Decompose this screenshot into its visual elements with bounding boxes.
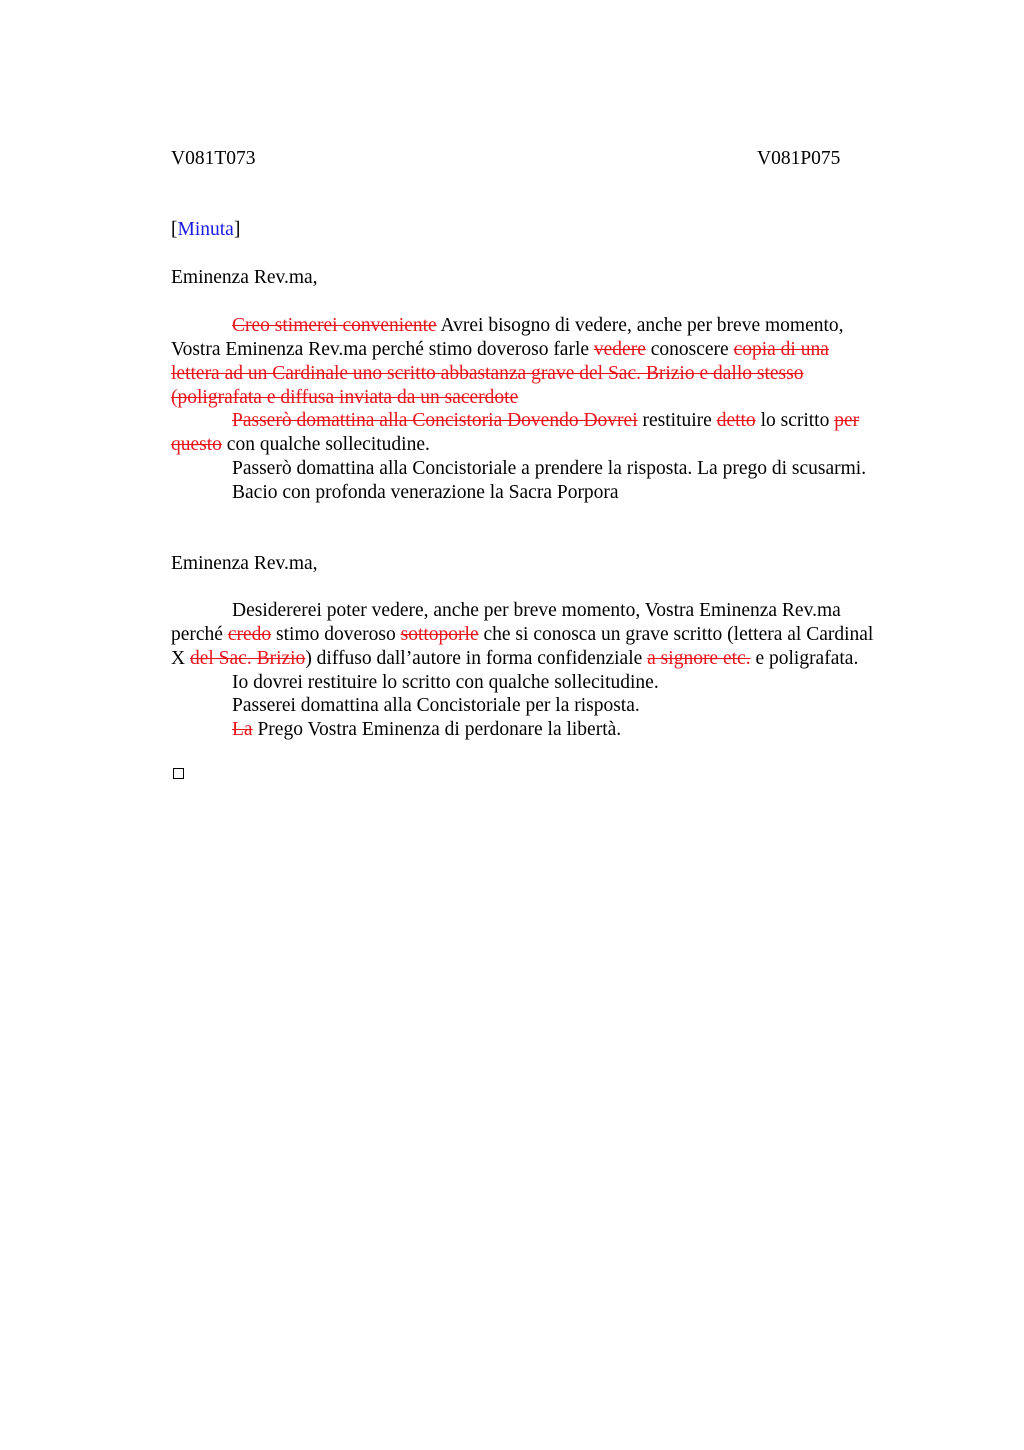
- deleted-text: a signore etc.: [647, 648, 751, 669]
- deleted-text: Passerò domattina alla Concistoria Dovendo Dovrei: [232, 410, 638, 431]
- deleted-text: sottoporle: [400, 624, 479, 645]
- salutation-draft-2: Eminenza Rev.ma,: [171, 553, 318, 574]
- draft1-line-4: [171, 386, 518, 410]
- draft1-line-6: [171, 433, 430, 457]
- line-text: restituire: [637, 410, 717, 431]
- deleted-text: questo: [171, 434, 222, 455]
- line-text: stimo doveroso: [271, 624, 401, 645]
- draft2-line-3: [171, 647, 858, 671]
- deleted-text: vedere: [593, 339, 646, 360]
- bracket-close: ]: [233, 219, 241, 240]
- draft1-line-7: Passerò domattina alla Concistoriale a prendere la risposta. La prego di scusarmi.: [232, 458, 867, 479]
- deleted-text: del Sac. Brizio: [189, 648, 306, 669]
- minuta-label: [171, 218, 240, 242]
- minuta-text: Minuta: [177, 219, 234, 240]
- draft1-line-5: [232, 409, 859, 433]
- draft1-line-2: [171, 338, 829, 362]
- line-text: con qualche sollecitudine.: [221, 434, 430, 455]
- line-text: Prego Vostra Eminenza di perdonare la libertà.: [252, 719, 622, 740]
- draft2-line-1: Desidererei poter vedere, anche per breve momento, Vostra Eminenza Rev.ma: [232, 600, 841, 621]
- line-text: ) diffuso dall’autore in forma confidenziale: [305, 648, 648, 669]
- deleted-text: Creo stimerei conveniente: [232, 315, 437, 336]
- line-text: X: [171, 648, 190, 669]
- line-text: che si conosca un grave scritto (lettera al Cardinal: [478, 624, 874, 645]
- draft2-line-2: [171, 623, 873, 647]
- line-text: e poligrafata.: [750, 648, 859, 669]
- deleted-text: copia di una: [733, 339, 829, 360]
- line-text: perché: [171, 624, 228, 645]
- bracket-open: [: [171, 219, 178, 240]
- deleted-text: lettera ad un Cardinale uno scritto abbastanza grave del Sac. Brizio e dallo stesso: [171, 363, 804, 384]
- draft2-line-5: Passerei domattina alla Concistoriale per la risposta.: [232, 695, 640, 716]
- deleted-text: credo: [227, 624, 272, 645]
- line-text: Vostra Eminenza Rev.ma perché stimo doveroso farle: [171, 339, 594, 360]
- empty-checkbox-icon: [173, 768, 184, 779]
- draft1-line-8: Bacio con profonda venerazione la Sacra Porpora: [232, 482, 619, 503]
- deleted-text: La: [232, 719, 253, 740]
- salutation-draft-1: Eminenza Rev.ma,: [171, 267, 318, 288]
- draft1-line-1: [232, 314, 844, 338]
- document-code-right: V081P075: [757, 148, 841, 169]
- deleted-text: per: [834, 410, 860, 431]
- deleted-text: (poligrafata e diffusa inviata da un sacerdote: [171, 387, 519, 408]
- line-text: lo scritto: [755, 410, 835, 431]
- deleted-text: detto: [716, 410, 756, 431]
- draft2-line-6: [232, 718, 621, 742]
- draft2-line-4: Io dovrei restituire lo scritto con qualche sollecitudine.: [232, 672, 659, 693]
- document-code-left: V081T073: [171, 148, 256, 169]
- draft1-line-3: [171, 362, 803, 386]
- line-text: conoscere: [645, 339, 734, 360]
- line-text: Avrei bisogno di vedere, anche per breve momento,: [436, 315, 844, 336]
